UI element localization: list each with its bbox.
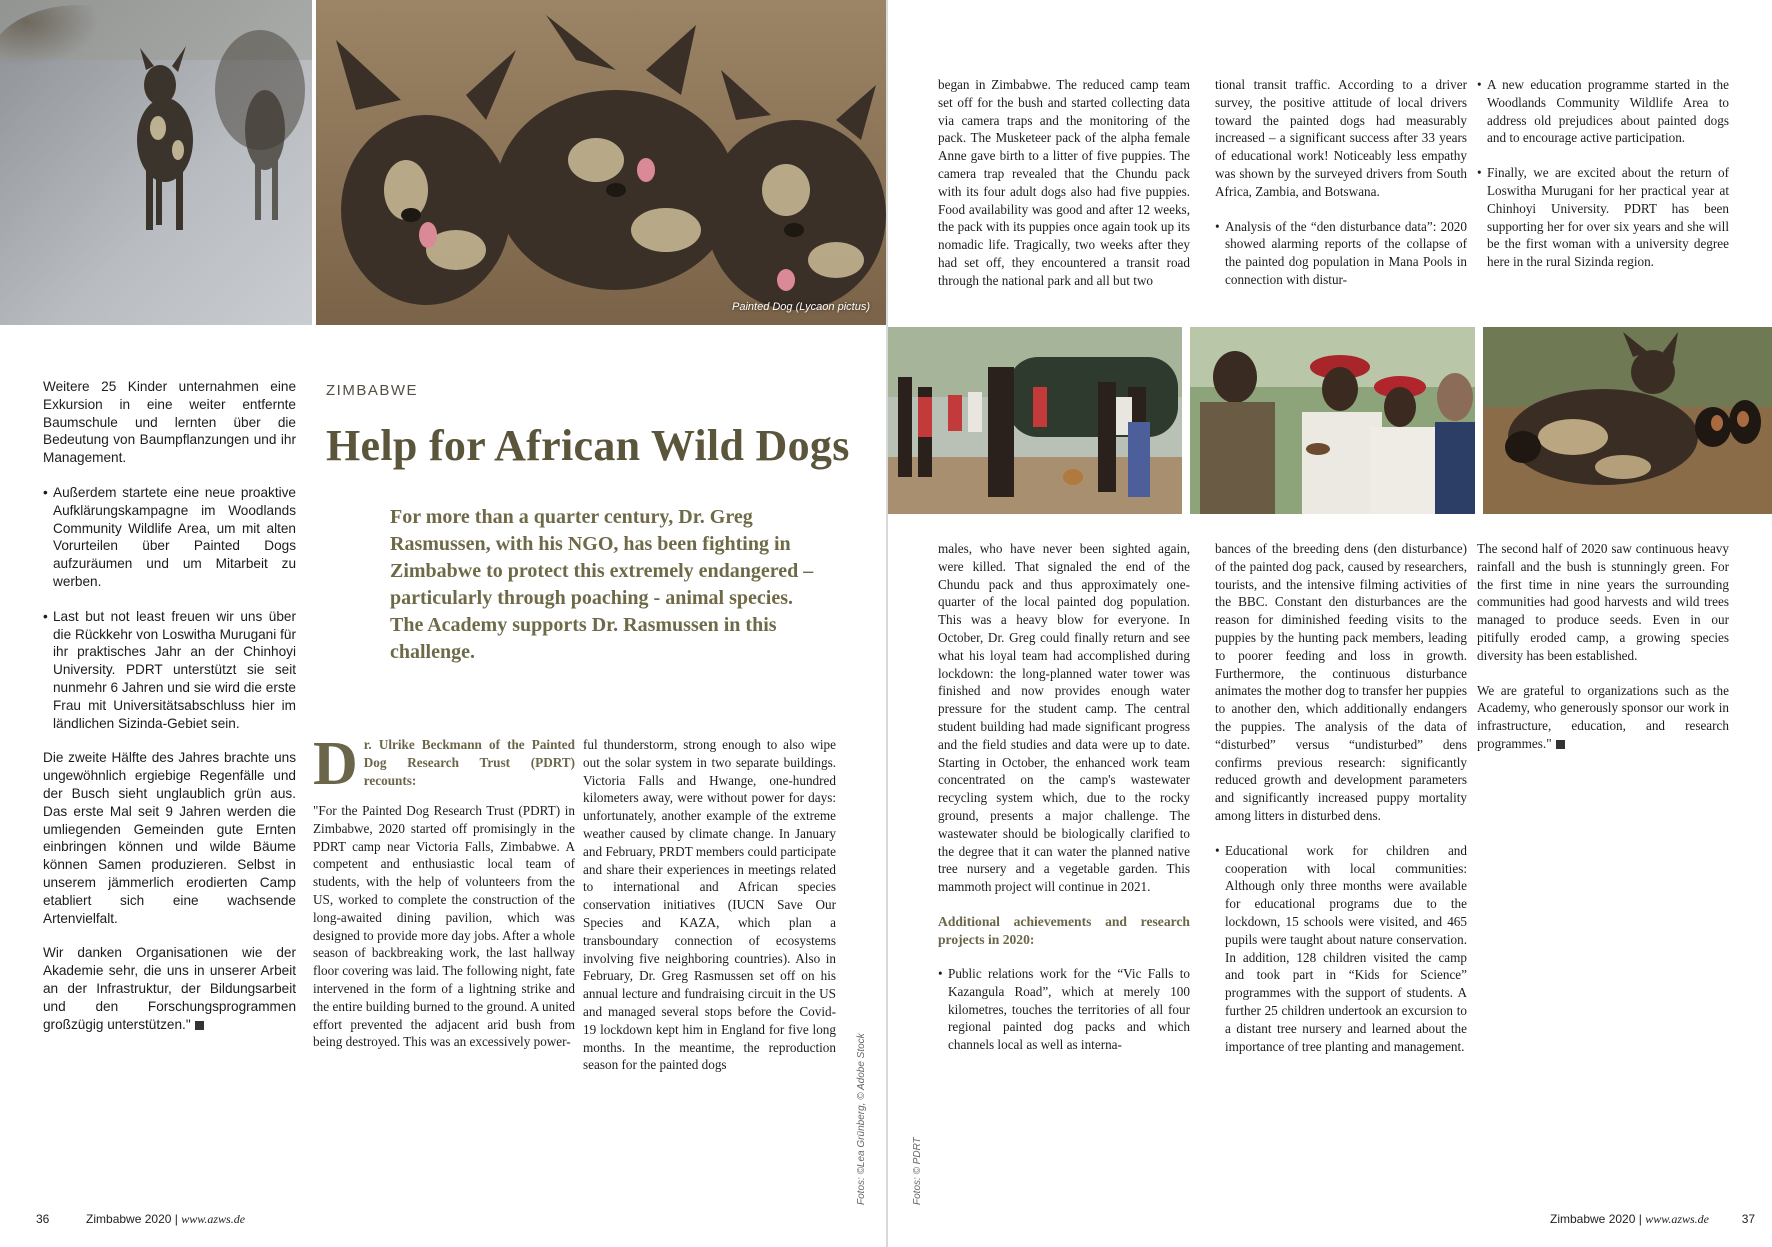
section-kicker: ZIMBABWE [326, 382, 419, 399]
end-mark-icon [1556, 740, 1565, 749]
footer-right [1550, 1212, 1755, 1227]
german-paragraph-3-text: Wir danken Organisationen wie der Akademie sehr, die uns in unserer Arbeit an der Infrastruktur, der Bildungsarbeit und den Forschungsprogrammen großzügig unterstützen." [43, 945, 296, 1032]
right-top-column-2-bullet: • Analysis of the “den disturbance data”: 2020 showed alarming reports of the collapse of the painted dog population in Mana Pools in connection with distur- [1215, 218, 1467, 289]
right-bottom-column-1-text: males, who have never been sighted again, were killed. That signaled the end of the Chundu pack and thus approximately one-quarter of the local painted dog population. This was a heavy blow for everyone. In October, Dr. Greg could finally return and see what his loyal team had accomplished during lockdown: the long-planned water tower was finished and now provides enough water pressure for the student camp. The central student building had made significant progress and the field studies and data were up to date. Starting in October, the enhanced work team concentrated on the camp's wastewater recycling system which, due to the rocky ground, presents a major challenge. The wastewater should be biologically clarified to the degree that it can water the planned native tree nursery and a vegetable garden. This mammoth project will continue in 2021. [938, 541, 1190, 895]
right-bottom-column-3-paragraph-2-text: We are grateful to organizations such as the Academy, who generously sponsor our work in infrastructure, education, and research programmes." [1477, 682, 1729, 751]
article-lead: For more than a quarter century, Dr. Greg Rasmussen, with his NGO, has been fighting in Zimbabwe to protect this extremely endangered – particularly through poaching - animal species. The Academy supports Dr. Rasmussen in this challenge. [390, 506, 814, 663]
article-title: Help for African Wild Dogs [326, 421, 850, 470]
byline: r. Ulrike Beckmann of the Painted Dog Research Trust (PDRT) recounts: [363, 737, 575, 788]
photo-credit-right: Fotos: © PDRT [912, 1137, 923, 1205]
german-bullet-1: • Außerdem startete eine neue proaktive Aufklärungskampagne im Woodlands Community Wildlife Area, um mit alten Vorurteilen über Painted Dogs aufzuräumen und um Mitarbeit zu werben. [43, 484, 296, 591]
right-top-column-3-bullet-2: • Finally, we are excited about the return of Loswitha Murugani for her practical year at Chinhoyi University. PDRT has been supporting her for over six years and she will be the first woman with a university degree here in the rural Sizinda region. [1477, 164, 1729, 271]
right-top-column-2 [1215, 76, 1467, 306]
german-paragraph-1: Weitere 25 Kinder unternahmen eine Exkursion in eine weiter entfernte Baumschule und lernten über die Bedeutung von Baumpflanzungen und ihr Management. [43, 379, 296, 466]
right-bottom-column-2 [1215, 540, 1467, 1072]
right-bottom-column-2-bullet: • Educational work for children and cooperation with local communities: Although only three months were available for educational programs due to the lockdown, 15 schools were visited, and 465 pupils were taught about nature conservation. In addition, 128 children visited the camp and took part in “Kids for Science” programmes with the support of students. A further 25 children undertook an excursion to a distant tree nursery and learned about the importance of tree planting and management. [1215, 842, 1467, 1056]
german-paragraph-2: Die zweite Hälfte des Jahres brachte uns ungewöhnlich ergiebige Regenfälle und der Busch sieht unglaublich grün aus. Das erste Mal seit 9 Jahren werden die umliegenden Gemeinden gute Ernten einbringen können und wilde Bäume können Samen produzieren. Selbst in unserem jämmerlich erodierten Camp etabliert sich eine wachsende Artenvielfalt. [43, 750, 296, 926]
footer-separator-right: | [1638, 1212, 1642, 1226]
footer-separator-left: | [174, 1212, 178, 1226]
article-column-a [313, 730, 575, 1068]
right-top-column-1 [938, 76, 1190, 307]
photo-students-seeds [1190, 327, 1475, 514]
right-top-column-3-bullet-1: • A new education programme started in the Woodlands Community Wildlife Area to address old prejudices about painted dogs and to encourage active participation. [1477, 76, 1729, 147]
section-subheading: Additional achievements and research projects in 2020: [938, 913, 1190, 947]
photo-camp-group [888, 327, 1182, 514]
right-bottom-column-2-text: bances of the breeding dens (den disturbance) of the painted dog pack, caused by researchers, tourists, and the intensive filming activities of the BBC. Constant den disturbances are the reason for diminished feeding visits to the puppies by the hunting pack members, leading to poorer feeding and loss in growth. Furthermore, the continuous disturbance animates the mother dog to transfer her puppies to another den, which additionally endangers the puppies. The analysis of the data of “disturbed” versus “undisturbed” dens confirms previous research: significantly reduced growth and development parameters and significantly increased puppy mortality among litters in disturbed dens. [1215, 541, 1467, 823]
german-bullet-2: • Last but not least freuen wir uns über die Rückkehr von Loswitha Murugani für ihr praktisches Jahr an der Chinhoyi University. PDRT unterstützt sie seit nunmehr 6 Jahren und sie wird die erste Frau mit Universitätsabschluss hier im ländlichen Sizinda-Gebiet sein. [43, 608, 296, 733]
right-bottom-column-3-paragraph-2 [1477, 682, 1729, 753]
photo-painted-dog-pack [316, 0, 888, 325]
photo-dogs-on-road [0, 0, 312, 325]
footer-title-right: Zimbabwe 2020 [1550, 1212, 1636, 1226]
page-number-right: 37 [1741, 1212, 1756, 1226]
article-column-b [583, 736, 836, 1091]
end-mark-icon [195, 1021, 204, 1030]
right-page [888, 0, 1772, 1247]
german-text-column [43, 378, 296, 1050]
article-column-b-text: ful thunderstorm, strong enough to also wipe out the solar system in two separate buildings. Victoria Falls and Hwange, one-hundred kilometers away, were without power for days: unfortunately, another example of the extreme weather caused by climate change. In January and February, PRDT members could participate and share their experiences in meetings related to international and African species conservation initiatives (IUCN Save Our Species and KAZA, which plan a transboundary connection of ecosystems involving five neighboring countries). Also in February, Dr. Greg Rasmussen set off on his annual lecture and fundraising circuit in the US and managed several stops before the Covid- 19 lockdown kept him in England for five long months. In the meantime, the reproduction season for the painted dogs [583, 737, 836, 1073]
article-column-a-text: "For the Painted Dog Research Trust (PDRT) in Zimbabwe, 2020 started off promisingly in the PDRT camp near Victoria Falls, Zimbabwe. A competent and enthusiastic local team of students, with the help of volunteers from the US, worked to complete the construction of the long-awaited dining pavilion, which was designed to provide more day jobs. After a whole season of backbreaking work, the last hallway floor covering was laid. The following night, fate intervened in the form of a lightning strike and the entire building burned to the ground. A united effort prevented the adjacent arid bush from being destroyed. This was an excessively power- [313, 803, 575, 1050]
right-top-column-3 [1477, 76, 1729, 288]
right-bottom-column-3 [1477, 540, 1729, 770]
footer-title-left: Zimbabwe 2020 [86, 1212, 172, 1226]
right-top-column-1-text: began in Zimbabwe. The reduced camp team set off for the bush and started collecting data via camera traps and the monitoring of the pack. The Musketeer pack of the alpha female Anne gave birth to a litter of five puppies. The camera trap revealed that the Chundu pack with its four adult dogs also had five puppies. Food availability was good and after 12 weeks, the pack with its puppies once again took up its nomadic life. Tragically, two weeks after they had set off, they encountered a transit road through the national park and all but two [938, 77, 1190, 288]
right-top-column-2-text: tional transit traffic. According to a driver survey, the positive attitude of local drivers toward the painted dogs had measurably increased – a significant success after 33 years of educational work! Noticeably less empathy was shown by the surveyed drivers from South Africa, Zambia, and Botswana. [1215, 77, 1467, 199]
right-bottom-column-1-bullet: • Public relations work for the “Vic Falls to Kazangula Road”, which at merely 100 kilometres, touches the territories of all four regional painted dog packs and which channels local as well as interna- [938, 965, 1190, 1054]
photo-camera-trap-pack [1483, 327, 1772, 514]
drop-cap: D [313, 730, 358, 798]
footer-website-left: www.azws.de [181, 1212, 246, 1226]
footer-left [36, 1212, 245, 1227]
right-bottom-column-3-paragraph-1: The second half of 2020 saw continuous heavy rainfall and the bush is stunningly green. For the first time in nine years the surrounding communities had good harvests and wild trees managed to produce seeds. Even in our pitifully eroded camp, a growing species diversity has been established. [1477, 541, 1729, 663]
byline-block [313, 730, 575, 798]
footer-website-right: www.azws.de [1645, 1212, 1709, 1226]
photo-credit-left: Fotos: ©Lea Grünberg, © Adobe Stock [856, 1033, 867, 1205]
german-paragraph-3 [43, 944, 296, 1033]
page-number-left: 36 [36, 1212, 50, 1226]
photo-caption: Painted Dog (Lycaon pictus) [732, 301, 870, 313]
right-bottom-column-1 [938, 540, 1190, 1071]
